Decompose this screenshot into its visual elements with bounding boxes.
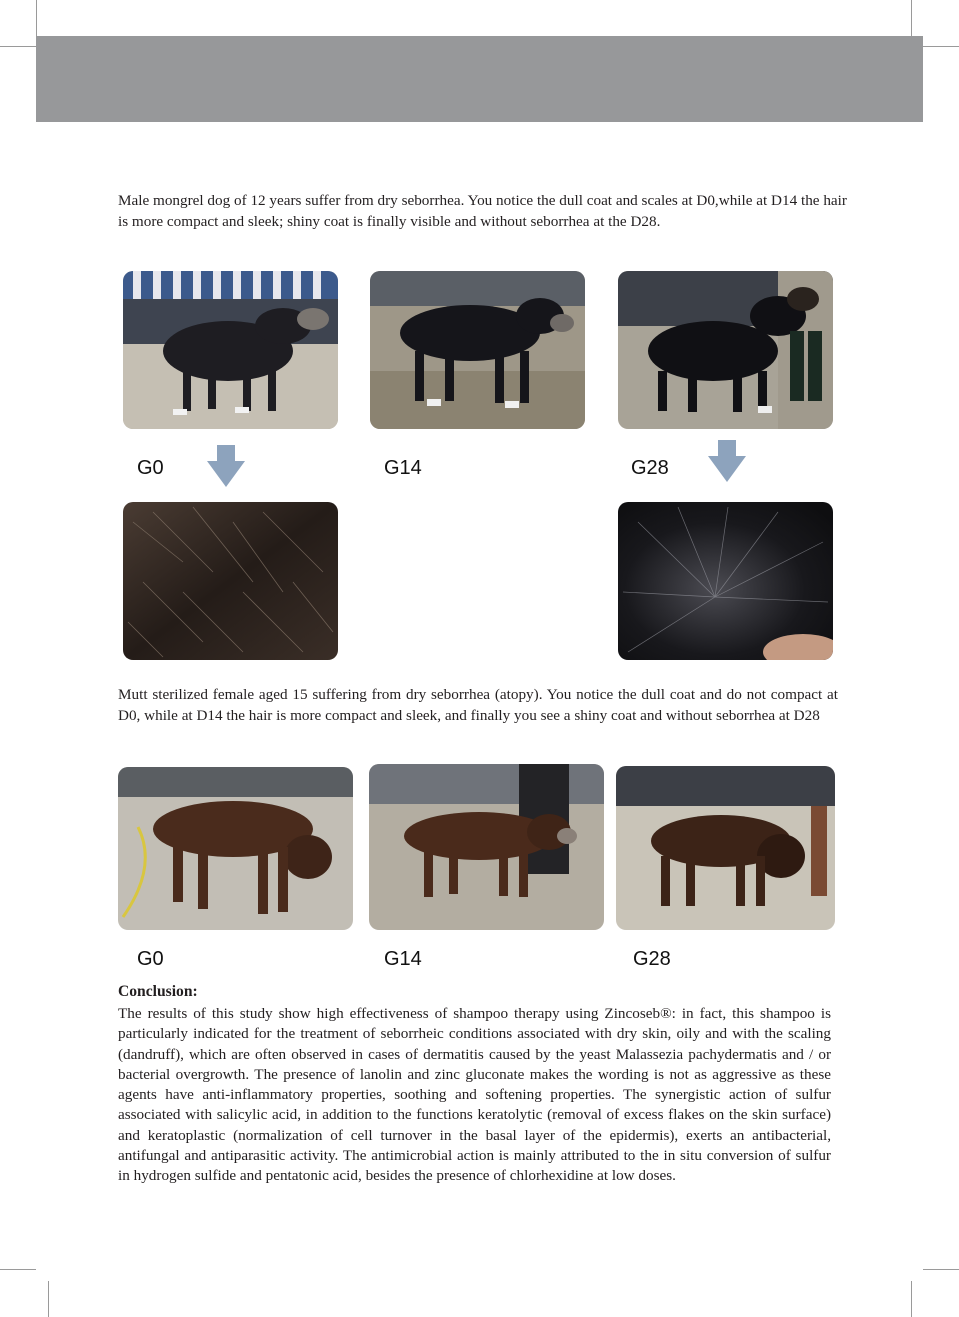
case2-label-g28: G28 [633, 948, 671, 970]
case2-label-g0: G0 [137, 948, 164, 970]
conclusion-heading: Conclusion: [118, 983, 198, 1000]
crop-mark [48, 1281, 49, 1317]
header-band [36, 36, 923, 122]
crop-mark [36, 0, 37, 36]
crop-mark [911, 1281, 912, 1317]
case2-photo-g28 [616, 766, 835, 930]
case1-label-g0: G0 [137, 457, 164, 479]
case1-label-g14: G14 [384, 457, 422, 479]
case1-photo-g14 [370, 271, 585, 429]
case1-description: Male mongrel dog of 12 years suffer from dry seborrhea. You notice the dull coat and scales at D0,while at D14 the hair is more compact and sleek; shiny coat is finally visible and without seborrhea at the D28. [118, 192, 847, 230]
crop-mark [923, 1269, 959, 1270]
crop-mark [911, 0, 912, 36]
case1-photo-g28 [618, 271, 833, 429]
case1-fur-closeup-g28 [618, 502, 833, 660]
case1-label-g28: G28 [631, 457, 669, 479]
crop-mark [923, 46, 959, 47]
case1-photo-g0 [123, 271, 338, 429]
case2-photo-g0 [118, 767, 353, 930]
case2-label-g14: G14 [384, 948, 422, 970]
crop-mark [0, 46, 36, 47]
case2-description: Mutt sterilized female aged 15 suffering from dry seborrhea (atopy). You notice the dull coat and do not compact at D0, while at D14 the hair is more compact and sleek, and finally you see a shiny coat and without seborrhea at D28 [118, 686, 838, 724]
case2-photo-g14 [369, 764, 604, 930]
crop-mark [0, 1269, 36, 1270]
case1-fur-closeup-g0 [123, 502, 338, 660]
conclusion-body: The results of this study show high effectiveness of shampoo therapy using Zincoseb®: in fact, this shampoo is particularly indicated for the treatment of seborrheic conditions associated with dry skin, oily and with the scaling (dandruff), which are often observed in cases of dermatitis caused by the yeast Malassezia pachydermatis and / or bacterial overgrowth. The presence of lanolin and zinc gluconate makes the wording is not as aggressive as these agents have anti-inflammatory properties, soothing and softening properties. The synergistic action of sulfur associated with salicylic acid, in addition to the functions keratolytic (removal of excess flakes on the skin surface) and keratoplastic (normalization of cell turnover in the basal layer of the epidermis), exerts an antibacterial, antifungal and antiparasitic activity. The antimicrobial action is mainly attributed to the in situ conversion of sulfur in hydrogen sulfide and pentatonic acid, besides the presence of chlorhexidine at low doses. [118, 1005, 831, 1185]
